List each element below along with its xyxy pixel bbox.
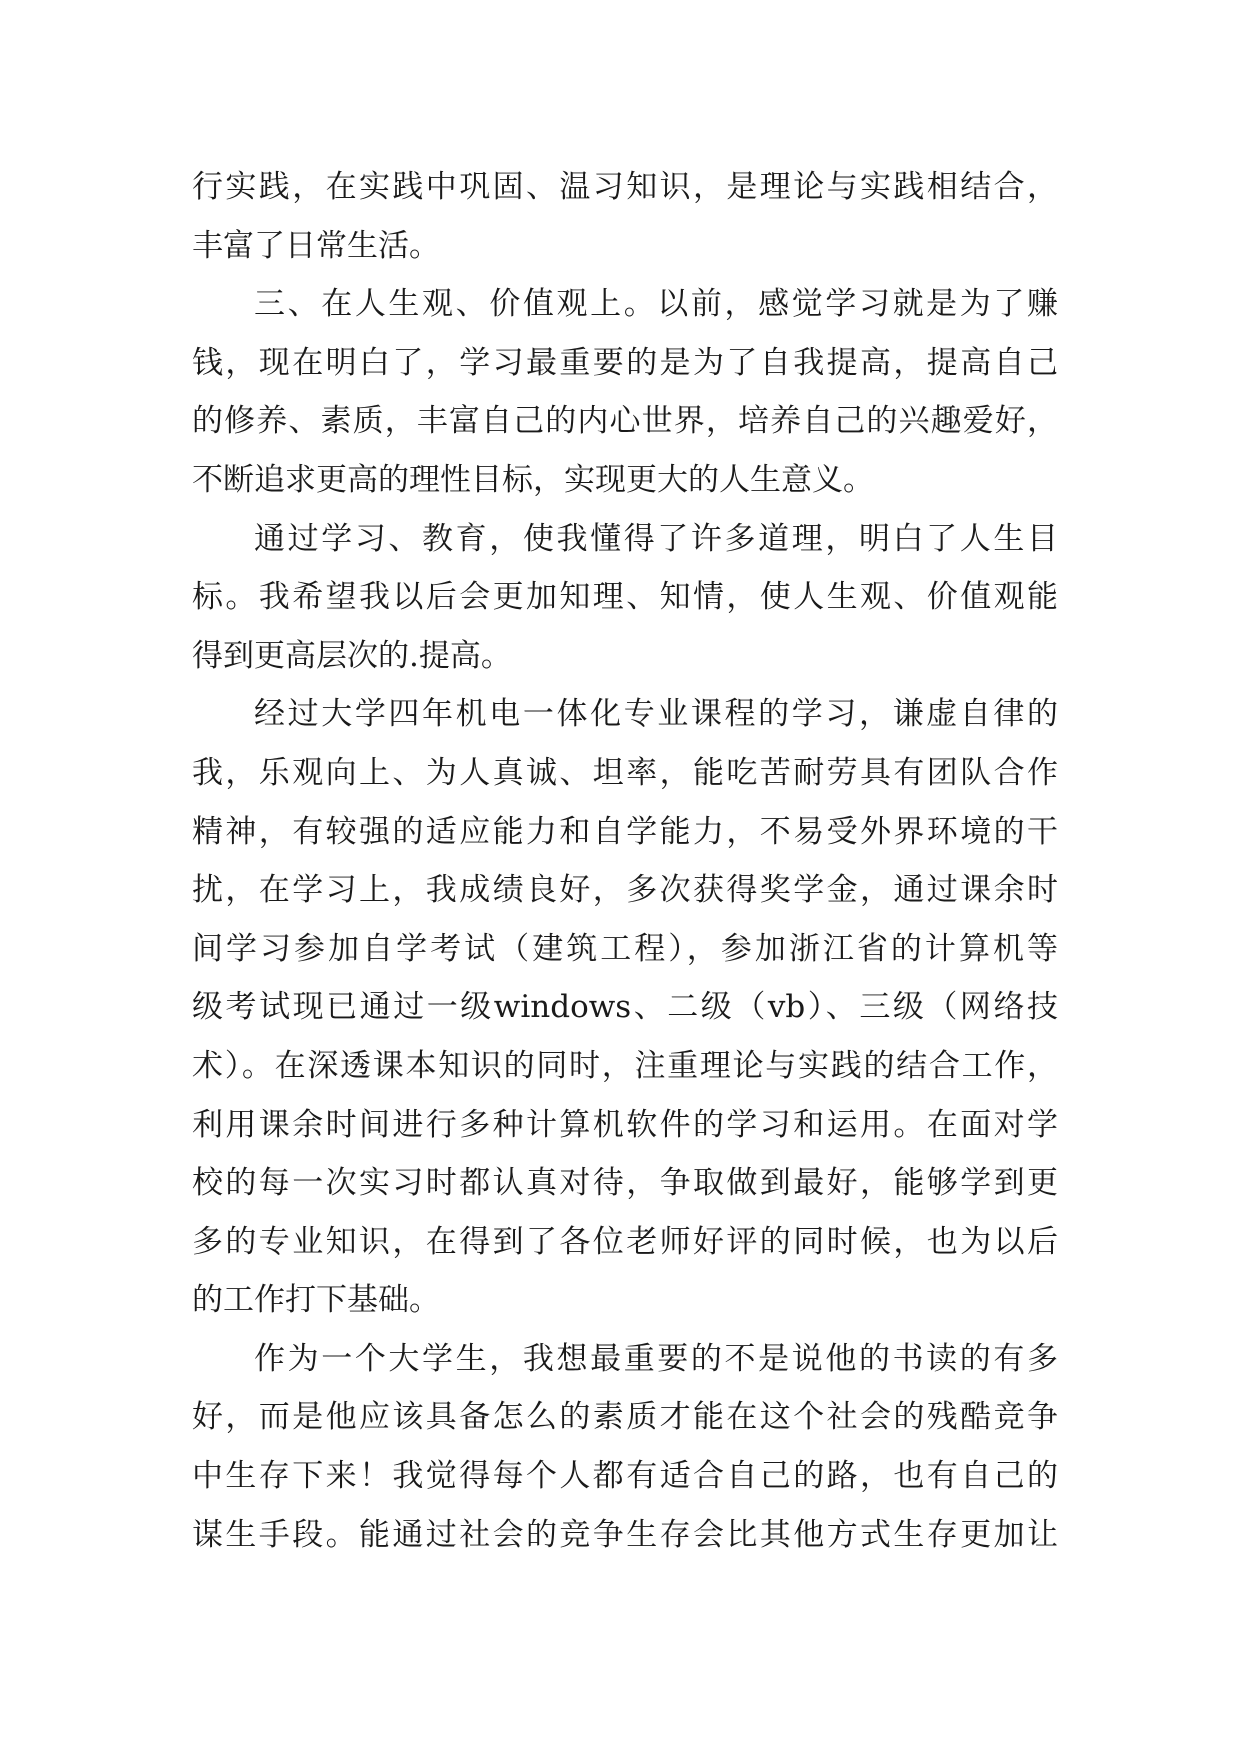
text-line: 谋生手段。能通过社会的竞争生存会比其他方式生存更加让 xyxy=(192,1516,1058,1553)
text-line: 扰，在学习上，我成绩良好，多次获得奖学金，通过课余时 xyxy=(192,872,1058,909)
text-line: 作为一个大学生，我想最重要的不是说他的书读的有多 xyxy=(254,1340,1058,1377)
text-line: 利用课余时间进行多种计算机软件的学习和运用。在面对学 xyxy=(192,1106,1058,1143)
text-line: 经过大学四年机电一体化专业课程的学习，谦虚自律的 xyxy=(254,696,1058,733)
paragraph xyxy=(192,510,1058,686)
text-line: 精神，有较强的适应能力和自学能力，不易受外界环境的干 xyxy=(192,813,1058,850)
text-line: 得到更高层次的.提高。 xyxy=(192,637,512,674)
text-line: 好，而是他应该具备怎么的素质才能在这个社会的残酷竞争 xyxy=(192,1399,1058,1436)
text-line: 丰富了日常生活。 xyxy=(192,227,440,264)
paragraph xyxy=(192,158,1058,275)
text-line: 多的专业知识，在得到了各位老师好评的同时候，也为以后 xyxy=(192,1223,1058,1260)
text-line: 我，乐观向上、为人真诚、坦率，能吃苦耐劳具有团队合作 xyxy=(192,754,1058,791)
paragraph xyxy=(192,1330,1058,1564)
text-line: 三、在人生观、价值观上。以前，感觉学习就是为了赚 xyxy=(254,286,1058,323)
text-line: 行实践，在实践中巩固、温习知识，是理论与实践相结合， xyxy=(192,169,1058,205)
text-line: 的修养、素质，丰富自己的内心世界，培养自己的兴趣爱好， xyxy=(192,403,1058,440)
document-body xyxy=(192,158,1058,1564)
text-line: 的工作打下基础。 xyxy=(192,1282,440,1319)
text-line: 级考试现已通过一级windows、二级（vb）、三级（网络技 xyxy=(192,989,1058,1026)
text-line: 校的每一次实习时都认真对待，争取做到最好，能够学到更 xyxy=(192,1165,1058,1202)
text-line: 间学习参加自学考试（建筑工程），参加浙江省的计算机等 xyxy=(192,930,1058,967)
paragraph xyxy=(192,275,1058,509)
text-line: 通过学习、教育，使我懂得了许多道理，明白了人生目 xyxy=(254,520,1058,557)
paragraph xyxy=(192,685,1058,1330)
text-line: 中生存下来！我觉得每个人都有适合自己的路，也有自己的 xyxy=(192,1458,1058,1495)
text-line: 标。我希望我以后会更加知理、知情，使人生观、价值观能 xyxy=(192,579,1058,616)
text-line: 钱，现在明白了，学习最重要的是为了自我提高，提高自己 xyxy=(192,344,1058,381)
text-line: 术）。在深透课本知识的同时，注重理论与实践的结合工作， xyxy=(192,1047,1058,1084)
text-line: 不断追求更高的理性目标，实现更大的人生意义。 xyxy=(192,461,874,498)
